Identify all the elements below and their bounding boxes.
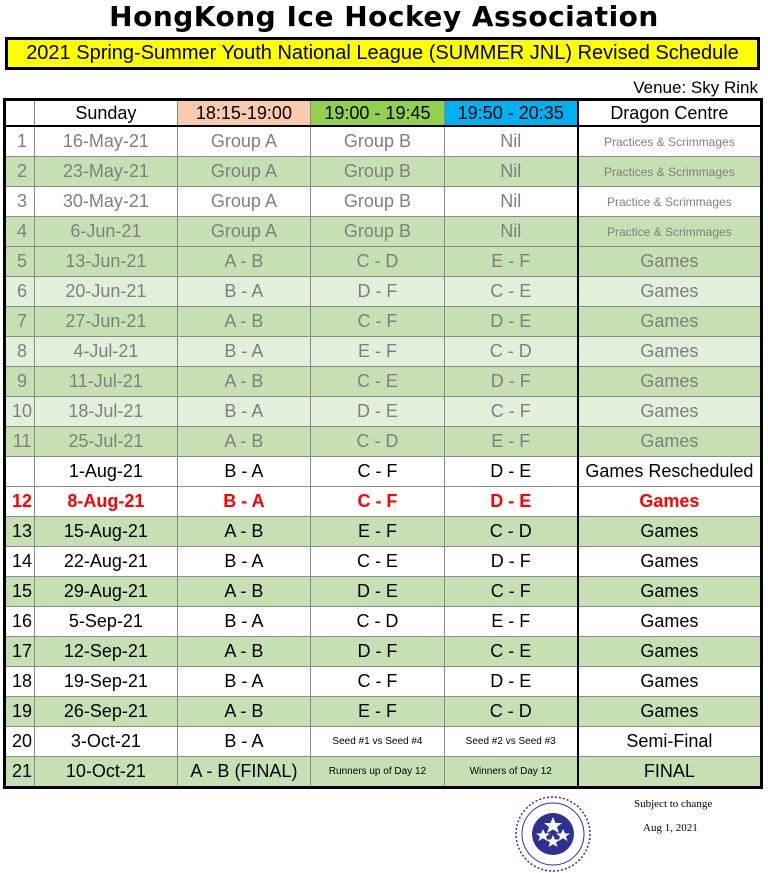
header-row: [5, 100, 762, 127]
slot-3-cell: Winners of Day 12: [444, 757, 578, 788]
slot-3-cell: C - D: [444, 517, 578, 547]
dragon-centre-cell: Practice & Scrimmages: [578, 187, 762, 217]
schedule-row: [5, 157, 762, 187]
date-cell: 27-Jun-21: [35, 307, 178, 337]
dragon-centre-cell: Games: [578, 247, 762, 277]
slot-1-cell: A - B: [177, 637, 311, 667]
day-number: 12: [5, 487, 35, 517]
header-dragon-centre: Dragon Centre: [578, 100, 762, 127]
revision-date: Aug 1, 2021: [643, 822, 698, 834]
schedule-row: [5, 577, 762, 607]
slot-2-cell: C - F: [311, 667, 445, 697]
slot-1-cell: Group A: [177, 126, 311, 157]
day-number: 9: [5, 367, 35, 397]
date-cell: 16-May-21: [35, 126, 178, 157]
slot-2-cell: Runners up of Day 12: [311, 757, 445, 788]
slot-2-cell: Group B: [311, 126, 445, 157]
slot-2-cell: C - D: [311, 607, 445, 637]
day-number: 15: [5, 577, 35, 607]
slot-1-cell: A - B (FINAL): [177, 757, 311, 788]
date-cell: 10-Oct-21: [35, 757, 178, 788]
schedule-row: [5, 277, 762, 307]
dragon-centre-cell: Games: [578, 427, 762, 457]
schedule-row: [5, 217, 762, 247]
day-number: 11: [5, 427, 35, 457]
date-cell: 15-Aug-21: [35, 517, 178, 547]
date-cell: 1-Aug-21: [35, 457, 178, 487]
header-slot-1: 18:15-19:00: [177, 100, 311, 127]
slot-3-cell: C - F: [444, 577, 578, 607]
slot-2-cell: D - E: [311, 397, 445, 427]
slot-3-cell: E - F: [444, 607, 578, 637]
slot-2-cell: Seed #1 vs Seed #4: [311, 727, 445, 757]
schedule-row: [5, 487, 762, 517]
date-cell: 25-Jul-21: [35, 427, 178, 457]
date-cell: 11-Jul-21: [35, 367, 178, 397]
dragon-centre-cell: Games: [578, 637, 762, 667]
schedule-row: [5, 427, 762, 457]
dragon-centre-cell: Practices & Scrimmages: [578, 126, 762, 157]
slot-3-cell: Nil: [444, 126, 578, 157]
header-slot-3: 19:50 - 20:35: [444, 100, 578, 127]
slot-3-cell: Seed #2 vs Seed #3: [444, 727, 578, 757]
date-cell: 29-Aug-21: [35, 577, 178, 607]
schedule-row: [5, 397, 762, 427]
slot-1-cell: A - B: [177, 247, 311, 277]
dragon-centre-cell: Games: [578, 367, 762, 397]
page-title: HongKong Ice Hockey Association: [109, 0, 659, 33]
header-sunday: Sunday: [35, 100, 178, 127]
date-cell: 23-May-21: [35, 157, 178, 187]
day-number: 6: [5, 277, 35, 307]
day-number: 20: [5, 727, 35, 757]
day-number: 4: [5, 217, 35, 247]
slot-2-cell: D - F: [311, 637, 445, 667]
slot-3-cell: D - E: [444, 667, 578, 697]
dragon-centre-cell: Games: [578, 607, 762, 637]
dragon-centre-cell: FINAL: [578, 757, 762, 788]
slot-1-cell: B - A: [177, 487, 311, 517]
slot-1-cell: A - B: [177, 367, 311, 397]
schedule-row: [5, 607, 762, 637]
date-cell: 30-May-21: [35, 187, 178, 217]
schedule-row: [5, 126, 762, 157]
day-number: 8: [5, 337, 35, 367]
slot-2-cell: C - F: [311, 487, 445, 517]
date-cell: 20-Jun-21: [35, 277, 178, 307]
day-number: 18: [5, 667, 35, 697]
day-number: [5, 457, 35, 487]
schedule-row: [5, 517, 762, 547]
day-number: 7: [5, 307, 35, 337]
date-cell: 5-Sep-21: [35, 607, 178, 637]
slot-3-cell: Nil: [444, 217, 578, 247]
slot-1-cell: A - B: [177, 517, 311, 547]
slot-1-cell: Group A: [177, 217, 311, 247]
dragon-centre-cell: Games: [578, 397, 762, 427]
subject-to-change-note: Subject to change: [634, 798, 713, 810]
slot-3-cell: E - F: [444, 427, 578, 457]
schedule-subtitle: 2021 Spring-Summer Youth National League (SUMMER JNL) Revised Schedule: [5, 37, 760, 70]
schedule-table: [3, 98, 763, 789]
day-number: 19: [5, 697, 35, 727]
slot-3-cell: Nil: [444, 157, 578, 187]
slot-2-cell: Group B: [311, 187, 445, 217]
slot-3-cell: Nil: [444, 187, 578, 217]
dragon-centre-cell: Practice & Scrimmages: [578, 217, 762, 247]
date-cell: 19-Sep-21: [35, 667, 178, 697]
dragon-centre-cell: Games: [578, 277, 762, 307]
slot-3-cell: C - E: [444, 637, 578, 667]
schedule-row: [5, 727, 762, 757]
slot-1-cell: B - A: [177, 277, 311, 307]
schedule-row: [5, 247, 762, 277]
slot-3-cell: C - D: [444, 697, 578, 727]
dragon-centre-cell: Games: [578, 517, 762, 547]
slot-2-cell: Group B: [311, 157, 445, 187]
dragon-centre-cell: Games: [578, 577, 762, 607]
slot-1-cell: B - A: [177, 727, 311, 757]
slot-2-cell: C - F: [311, 457, 445, 487]
day-number: 21: [5, 757, 35, 788]
slot-2-cell: E - F: [311, 697, 445, 727]
date-cell: 18-Jul-21: [35, 397, 178, 427]
slot-2-cell: C - D: [311, 247, 445, 277]
schedule-row: [5, 457, 762, 487]
date-cell: 12-Sep-21: [35, 637, 178, 667]
slot-1-cell: A - B: [177, 697, 311, 727]
slot-3-cell: D - E: [444, 307, 578, 337]
schedule-row: [5, 187, 762, 217]
slot-1-cell: A - B: [177, 427, 311, 457]
date-cell: 26-Sep-21: [35, 697, 178, 727]
schedule-row: [5, 757, 762, 788]
slot-2-cell: Group B: [311, 217, 445, 247]
day-number: 17: [5, 637, 35, 667]
header-number: [5, 100, 35, 127]
dragon-centre-cell: Practices & Scrimmages: [578, 157, 762, 187]
slot-1-cell: B - A: [177, 337, 311, 367]
slot-3-cell: E - F: [444, 247, 578, 277]
dragon-centre-cell: Games: [578, 307, 762, 337]
schedule-row: [5, 367, 762, 397]
slot-3-cell: D - E: [444, 457, 578, 487]
date-cell: 3-Oct-21: [35, 727, 178, 757]
slot-2-cell: D - E: [311, 577, 445, 607]
slot-1-cell: B - A: [177, 667, 311, 697]
slot-3-cell: D - F: [444, 367, 578, 397]
schedule-row: [5, 667, 762, 697]
date-cell: 4-Jul-21: [35, 337, 178, 367]
slot-1-cell: A - B: [177, 577, 311, 607]
dragon-centre-cell: Games: [578, 487, 762, 517]
slot-2-cell: D - F: [311, 277, 445, 307]
slot-1-cell: B - A: [177, 607, 311, 637]
slot-2-cell: C - D: [311, 427, 445, 457]
slot-3-cell: D - E: [444, 487, 578, 517]
header-slot-2: 19:00 - 19:45: [311, 100, 445, 127]
day-number: 1: [5, 126, 35, 157]
dragon-centre-cell: Games: [578, 667, 762, 697]
day-number: 10: [5, 397, 35, 427]
dragon-centre-cell: Games: [578, 697, 762, 727]
day-number: 14: [5, 547, 35, 577]
schedule-row: [5, 697, 762, 727]
dragon-centre-cell: Games: [578, 337, 762, 367]
date-cell: 22-Aug-21: [35, 547, 178, 577]
slot-1-cell: B - A: [177, 457, 311, 487]
slot-1-cell: B - A: [177, 547, 311, 577]
dragon-centre-cell: Games Rescheduled: [578, 457, 762, 487]
schedule-row: [5, 337, 762, 367]
slot-3-cell: D - F: [444, 547, 578, 577]
date-cell: 8-Aug-21: [35, 487, 178, 517]
slot-2-cell: E - F: [311, 517, 445, 547]
date-cell: 6-Jun-21: [35, 217, 178, 247]
slot-3-cell: C - F: [444, 397, 578, 427]
slot-1-cell: Group A: [177, 187, 311, 217]
slot-1-cell: Group A: [177, 157, 311, 187]
date-cell: 13-Jun-21: [35, 247, 178, 277]
slot-1-cell: B - A: [177, 397, 311, 427]
slot-2-cell: C - F: [311, 307, 445, 337]
dragon-centre-cell: Games: [578, 547, 762, 577]
schedule-row: [5, 637, 762, 667]
slot-3-cell: C - D: [444, 337, 578, 367]
slot-2-cell: E - F: [311, 337, 445, 367]
schedule-row: [5, 547, 762, 577]
slot-2-cell: C - E: [311, 547, 445, 577]
day-number: 2: [5, 157, 35, 187]
day-number: 16: [5, 607, 35, 637]
day-number: 13: [5, 517, 35, 547]
slot-3-cell: C - E: [444, 277, 578, 307]
schedule-row: [5, 307, 762, 337]
day-number: 3: [5, 187, 35, 217]
slot-1-cell: A - B: [177, 307, 311, 337]
day-number: 5: [5, 247, 35, 277]
slot-2-cell: C - E: [311, 367, 445, 397]
hkiha-logo: [514, 795, 592, 873]
venue-label: Venue: Sky Rink: [633, 78, 758, 97]
dragon-centre-cell: Semi-Final: [578, 727, 762, 757]
